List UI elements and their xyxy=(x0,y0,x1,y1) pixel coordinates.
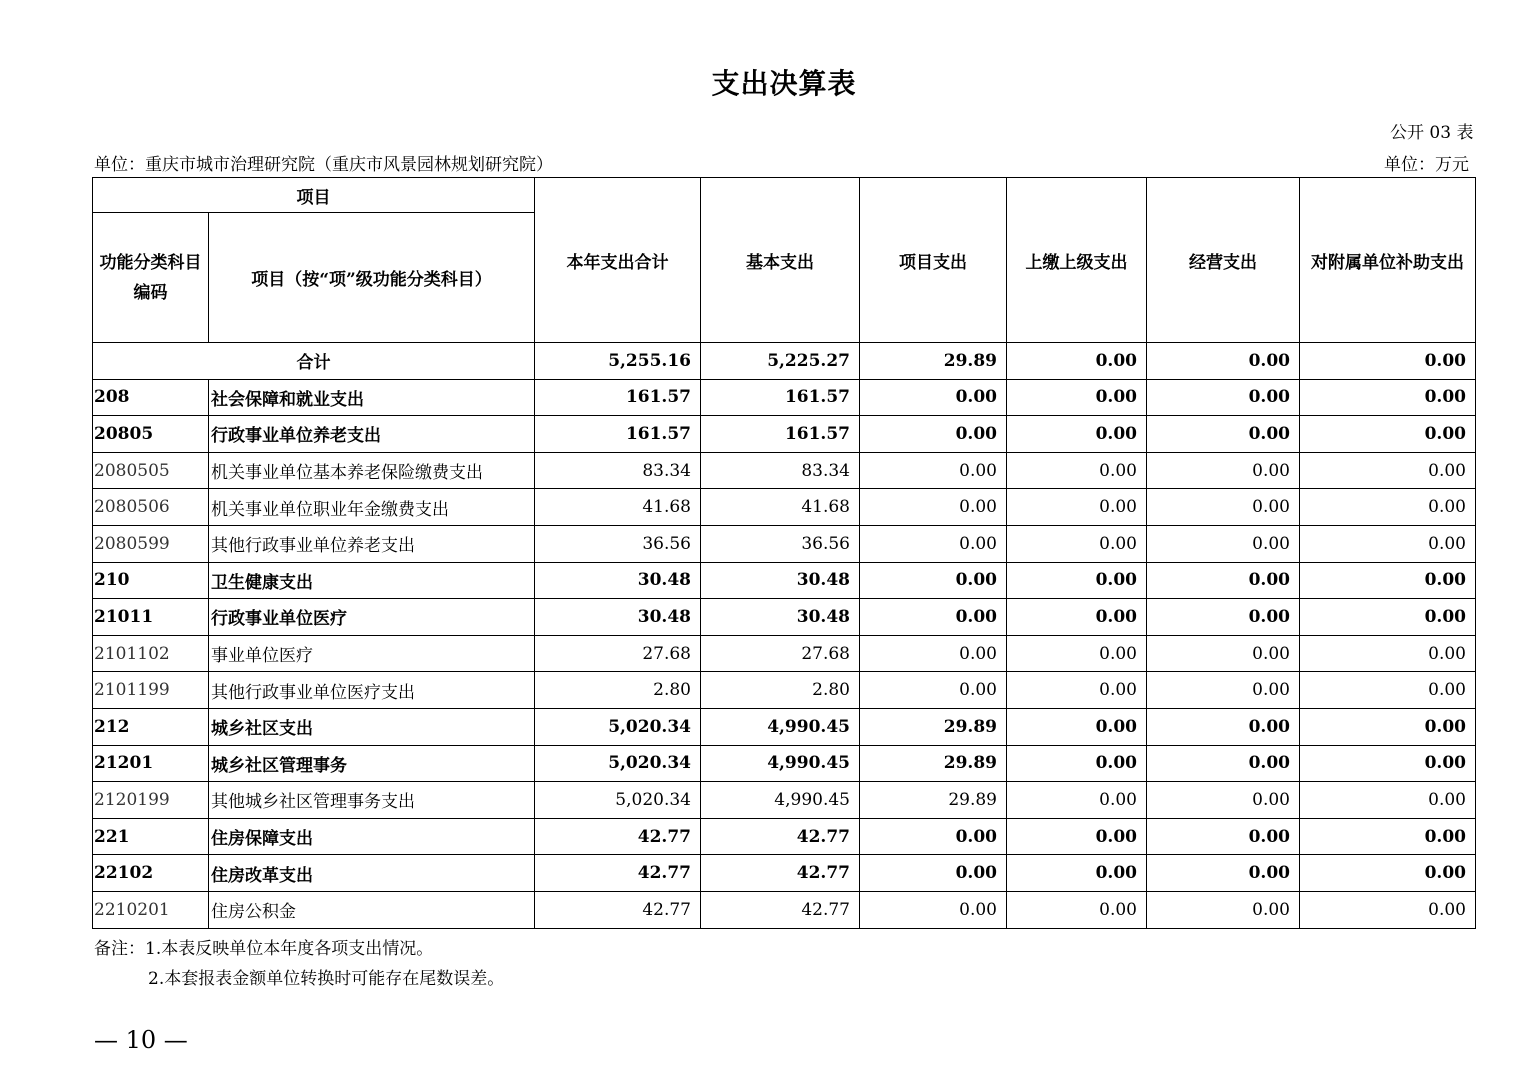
table-row xyxy=(93,635,1476,672)
row-value: 0.00 xyxy=(1300,525,1476,562)
row-value: 0.00 xyxy=(1300,489,1476,526)
unit-currency: 单位：万元 xyxy=(1384,155,1469,175)
row-value: 0.00 xyxy=(1007,525,1147,562)
row-value: 5,020.34 xyxy=(535,745,701,782)
row-code: 2120199 xyxy=(93,782,209,819)
row-name: 行政事业单位养老支出 xyxy=(209,416,535,453)
table-row xyxy=(93,855,1476,892)
row-code: 2101102 xyxy=(93,635,209,672)
row-value: 0.00 xyxy=(1147,635,1300,672)
row-code: 21201 xyxy=(93,745,209,782)
row-value: 0.00 xyxy=(1300,599,1476,636)
row-value: 0.00 xyxy=(1147,855,1300,892)
total-value: 0.00 xyxy=(1300,343,1476,380)
row-name: 事业单位医疗 xyxy=(209,635,535,672)
row-value: 0.00 xyxy=(1007,562,1147,599)
row-value: 0.00 xyxy=(860,635,1007,672)
total-value: 5,255.16 xyxy=(535,343,701,380)
row-name: 住房公积金 xyxy=(209,891,535,928)
row-value: 41.68 xyxy=(535,489,701,526)
row-value: 0.00 xyxy=(1300,891,1476,928)
expenditure-table xyxy=(92,177,1476,929)
table-row xyxy=(93,562,1476,599)
row-code: 20805 xyxy=(93,416,209,453)
row-value: 161.57 xyxy=(535,416,701,453)
total-value: 0.00 xyxy=(1007,343,1147,380)
row-code: 210 xyxy=(93,562,209,599)
table-row xyxy=(93,891,1476,928)
row-value: 30.48 xyxy=(701,562,860,599)
row-value: 0.00 xyxy=(1007,635,1147,672)
note-line-2: 2.本套报表金额单位转换时可能存在尾数误差。 xyxy=(148,969,505,989)
row-value: 42.77 xyxy=(701,818,860,855)
row-value: 0.00 xyxy=(1147,708,1300,745)
row-value: 2.80 xyxy=(535,672,701,709)
row-name: 卫生健康支出 xyxy=(209,562,535,599)
row-code: 212 xyxy=(93,708,209,745)
table-row xyxy=(93,708,1476,745)
row-value: 29.89 xyxy=(860,745,1007,782)
row-name: 其他行政事业单位医疗支出 xyxy=(209,672,535,709)
row-value: 0.00 xyxy=(1147,416,1300,453)
row-name: 行政事业单位医疗 xyxy=(209,599,535,636)
row-code: 2101199 xyxy=(93,672,209,709)
row-value: 0.00 xyxy=(1007,782,1147,819)
total-value: 0.00 xyxy=(1147,343,1300,380)
row-value: 36.56 xyxy=(535,525,701,562)
row-value: 0.00 xyxy=(860,452,1007,489)
row-value: 0.00 xyxy=(1007,416,1147,453)
row-value: 0.00 xyxy=(1147,891,1300,928)
row-value: 0.00 xyxy=(1300,379,1476,416)
header-upper: 上缴上级支出 xyxy=(1007,178,1147,343)
total-value: 5,225.27 xyxy=(701,343,860,380)
header-total: 本年支出合计 xyxy=(535,178,701,343)
row-code: 2080505 xyxy=(93,452,209,489)
row-value: 29.89 xyxy=(860,708,1007,745)
total-row xyxy=(93,343,1476,380)
row-code: 21011 xyxy=(93,599,209,636)
row-value: 42.77 xyxy=(535,891,701,928)
note-line-1: 备注：1.本表反映单位本年度各项支出情况。 xyxy=(94,939,434,959)
row-value: 0.00 xyxy=(1300,855,1476,892)
row-name: 住房改革支出 xyxy=(209,855,535,892)
row-value: 4,990.45 xyxy=(701,782,860,819)
row-code: 208 xyxy=(93,379,209,416)
row-value: 0.00 xyxy=(860,379,1007,416)
row-value: 30.48 xyxy=(535,599,701,636)
row-code: 221 xyxy=(93,818,209,855)
page-title: 支出决算表 xyxy=(711,67,857,100)
row-value: 41.68 xyxy=(701,489,860,526)
row-value: 0.00 xyxy=(1147,672,1300,709)
row-value: 42.77 xyxy=(535,818,701,855)
row-value: 0.00 xyxy=(860,818,1007,855)
row-value: 0.00 xyxy=(1300,708,1476,745)
row-value: 0.00 xyxy=(1147,379,1300,416)
row-value: 0.00 xyxy=(1147,599,1300,636)
header-subsidy: 对附属单位补助支出 xyxy=(1300,178,1476,343)
row-value: 0.00 xyxy=(1007,672,1147,709)
page-number: — 10 — xyxy=(94,1026,188,1054)
total-value: 29.89 xyxy=(860,343,1007,380)
row-value: 27.68 xyxy=(701,635,860,672)
row-value: 0.00 xyxy=(1147,525,1300,562)
table-row xyxy=(93,782,1476,819)
row-value: 36.56 xyxy=(701,525,860,562)
table-row xyxy=(93,416,1476,453)
row-name: 社会保障和就业支出 xyxy=(209,379,535,416)
row-value: 0.00 xyxy=(1300,562,1476,599)
row-value: 30.48 xyxy=(701,599,860,636)
row-value: 5,020.34 xyxy=(535,708,701,745)
row-value: 0.00 xyxy=(1300,416,1476,453)
table-row xyxy=(93,818,1476,855)
row-name: 住房保障支出 xyxy=(209,818,535,855)
row-value: 0.00 xyxy=(1147,818,1300,855)
row-value: 0.00 xyxy=(1007,891,1147,928)
row-value: 0.00 xyxy=(1007,452,1147,489)
row-value: 0.00 xyxy=(1007,818,1147,855)
row-value: 0.00 xyxy=(1300,745,1476,782)
unit-organization: 单位：重庆市城市治理研究院（重庆市风景园林规划研究院） xyxy=(94,155,553,175)
row-value: 83.34 xyxy=(701,452,860,489)
row-value: 0.00 xyxy=(1300,635,1476,672)
row-value: 0.00 xyxy=(1147,452,1300,489)
row-value: 30.48 xyxy=(535,562,701,599)
row-name: 机关事业单位基本养老保险缴费支出 xyxy=(209,452,535,489)
row-code: 2080506 xyxy=(93,489,209,526)
row-value: 0.00 xyxy=(860,525,1007,562)
row-value: 0.00 xyxy=(1147,745,1300,782)
row-value: 0.00 xyxy=(860,416,1007,453)
header-project: 项目 xyxy=(93,178,535,213)
row-name: 其他行政事业单位养老支出 xyxy=(209,525,535,562)
row-value: 29.89 xyxy=(860,782,1007,819)
header-name: 项目（按“项”级功能分类科目） xyxy=(209,213,535,343)
row-name: 机关事业单位职业年金缴费支出 xyxy=(209,489,535,526)
row-value: 2.80 xyxy=(701,672,860,709)
row-value: 0.00 xyxy=(1147,562,1300,599)
table-row xyxy=(93,489,1476,526)
row-value: 0.00 xyxy=(1007,489,1147,526)
header-business: 经营支出 xyxy=(1147,178,1300,343)
table-row xyxy=(93,525,1476,562)
header-code: 功能分类科目编码 xyxy=(93,213,209,343)
table-row xyxy=(93,672,1476,709)
row-value: 0.00 xyxy=(860,562,1007,599)
row-value: 0.00 xyxy=(1007,379,1147,416)
row-value: 0.00 xyxy=(860,891,1007,928)
row-value: 161.57 xyxy=(701,379,860,416)
table-row xyxy=(93,379,1476,416)
header-basic: 基本支出 xyxy=(701,178,860,343)
row-code: 22102 xyxy=(93,855,209,892)
header-project-expense: 项目支出 xyxy=(860,178,1007,343)
table-number: 公开 03 表 xyxy=(1390,123,1474,143)
row-name: 其他城乡社区管理事务支出 xyxy=(209,782,535,819)
row-name: 城乡社区管理事务 xyxy=(209,745,535,782)
row-value: 42.77 xyxy=(701,891,860,928)
row-value: 42.77 xyxy=(701,855,860,892)
row-value: 0.00 xyxy=(1300,782,1476,819)
table-row xyxy=(93,599,1476,636)
row-value: 0.00 xyxy=(1007,599,1147,636)
row-value: 4,990.45 xyxy=(701,708,860,745)
row-value: 83.34 xyxy=(535,452,701,489)
row-code: 2080599 xyxy=(93,525,209,562)
row-value: 0.00 xyxy=(1007,855,1147,892)
row-value: 27.68 xyxy=(535,635,701,672)
row-value: 0.00 xyxy=(1147,782,1300,819)
row-value: 161.57 xyxy=(701,416,860,453)
row-value: 0.00 xyxy=(1147,489,1300,526)
row-value: 5,020.34 xyxy=(535,782,701,819)
table-row xyxy=(93,745,1476,782)
row-name: 城乡社区支出 xyxy=(209,708,535,745)
row-code: 2210201 xyxy=(93,891,209,928)
row-value: 0.00 xyxy=(860,489,1007,526)
row-value: 0.00 xyxy=(1007,745,1147,782)
table-row xyxy=(93,452,1476,489)
row-value: 161.57 xyxy=(535,379,701,416)
row-value: 0.00 xyxy=(860,599,1007,636)
row-value: 4,990.45 xyxy=(701,745,860,782)
row-value: 0.00 xyxy=(1300,672,1476,709)
row-value: 0.00 xyxy=(1007,708,1147,745)
row-value: 0.00 xyxy=(1300,818,1476,855)
row-value: 0.00 xyxy=(1300,452,1476,489)
total-label: 合计 xyxy=(93,343,535,380)
row-value: 42.77 xyxy=(535,855,701,892)
row-value: 0.00 xyxy=(860,855,1007,892)
row-value: 0.00 xyxy=(860,672,1007,709)
